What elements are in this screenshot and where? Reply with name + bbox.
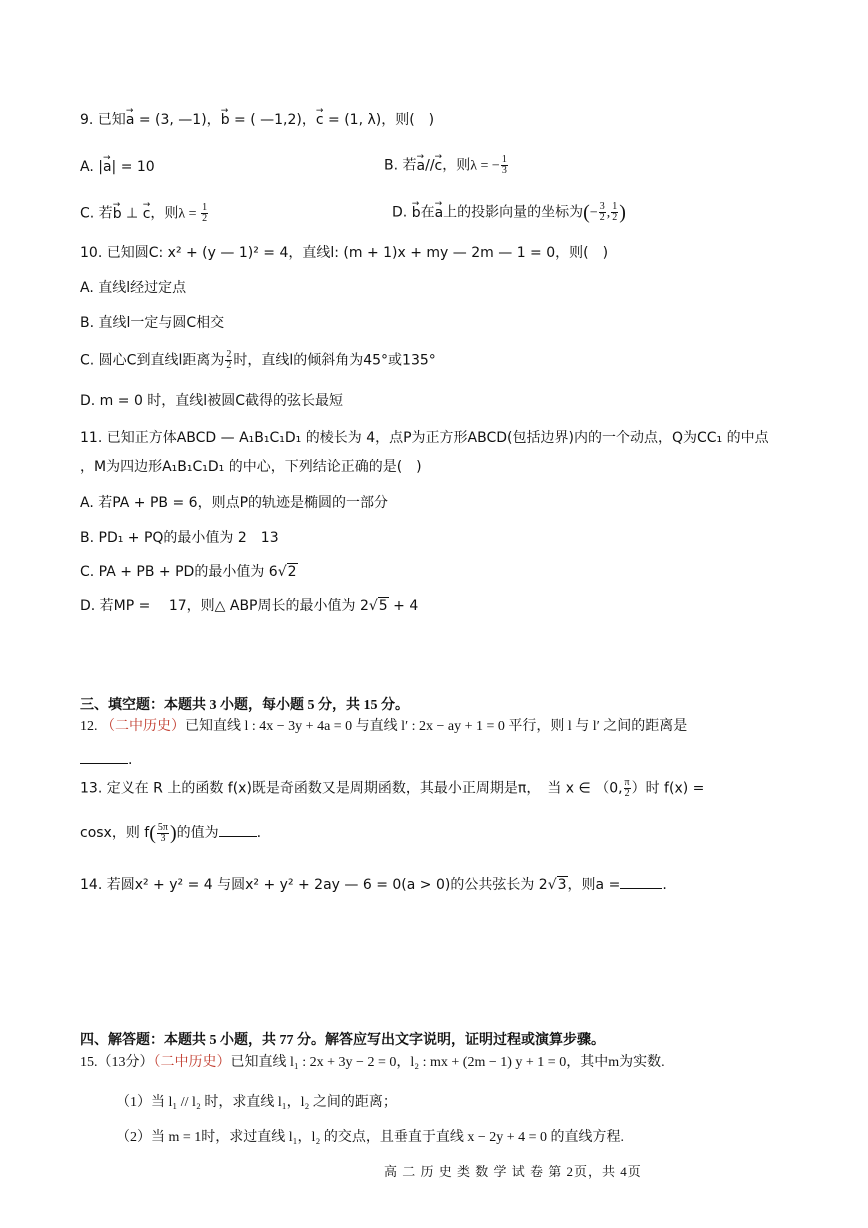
parallel-symbol: // <box>425 157 435 174</box>
q9-option-a-post: | = 10 <box>111 159 155 175</box>
answer-blank[interactable] <box>620 874 662 889</box>
q13-line1 <box>80 778 704 799</box>
q10-option-d: D. m = 0 时，直线l被圆C截得的弦长最短 <box>80 393 343 409</box>
q9-option-c <box>80 203 209 225</box>
vector-a: → a <box>435 203 444 223</box>
radicand: 2 <box>287 564 297 580</box>
radicand: 5 <box>378 598 388 614</box>
q14-text-pre: 14. 若圆x² + y² = 4 与圆x² + y² + 2ay — 6 = 0(a > 0)的公共弦长为 2 <box>80 877 548 893</box>
q9-option-a <box>80 157 155 177</box>
section-4-title: 四、解答题：本题共 5 小题，共 77 分。解答应写出文字说明，证明过程或演算步骤。 <box>80 1033 605 1048</box>
q10-option-a: A. 直线l经过定点 <box>80 280 187 296</box>
page-footer: 高 二 历 史 类 数 学 试 卷 第 2页，共 4页 <box>384 1164 642 1179</box>
q9-option-b-post: ，则λ = − <box>442 158 500 174</box>
q11-option-c-pre: C. PA + PB + PD的最小值为 6 <box>80 564 278 580</box>
q13-line1-pre: 13. 定义在 R 上的函数 f(x)既是奇函数又是周期函数，其最小正周期是π， 当 x ∈ （0, <box>80 780 623 797</box>
denominator: 3 <box>160 832 166 844</box>
q13-tail: . <box>256 825 262 841</box>
fraction <box>624 778 631 799</box>
fraction <box>501 155 508 176</box>
q15-number: 15.（13分） <box>80 1055 154 1070</box>
denominator: 2 <box>599 212 605 223</box>
q9-option-a-pre: A. | <box>80 159 103 175</box>
denominator: 2 <box>624 788 630 799</box>
right-paren: ) <box>169 822 177 844</box>
q15-text: 已知直线 l₁ : 2x + 3y − 2 = 0，l₂ : mx + (2m − 1) y + 1 = 0，其中m为实数. <box>230 1055 665 1070</box>
q9-stem-text: 9. 已知 <box>80 112 126 128</box>
denominator: 2 <box>202 213 208 224</box>
q13-line2-pre: cosx，则 f <box>80 825 150 841</box>
minus-sign: − <box>589 205 598 221</box>
q10-option-c <box>80 350 436 371</box>
answer-blank[interactable] <box>80 749 128 764</box>
answer-blank[interactable] <box>219 822 257 837</box>
q15-part-2: （2）当 m = 1时，求过直线 l₁，l₂ 的交点，且垂直于直线 x − 2y + 4 = 0 的直线方程. <box>116 1130 625 1145</box>
q14-stem <box>80 874 667 895</box>
perpendicular-symbol: ⊥ <box>121 205 143 222</box>
sqrt-sign: √ <box>368 598 378 614</box>
numerator: 3 <box>599 201 605 212</box>
vector-c: → c <box>435 156 443 176</box>
q11-option-d-post: + 4 <box>388 598 419 614</box>
numerator: 5π <box>157 821 168 833</box>
fraction <box>599 202 606 223</box>
vector-c: → c <box>316 110 324 130</box>
denominator: 3 <box>501 165 507 176</box>
q9-option-b-pre: B. 若 <box>384 157 417 174</box>
comma: , <box>606 205 611 221</box>
q12-stem <box>80 717 687 737</box>
fraction <box>225 350 232 371</box>
section-3-title: 三、填空题：本题共 3 小题，每小题 5 分，共 15 分。 <box>80 698 409 713</box>
q13-line1-post: ）时 f(x) = <box>631 780 705 797</box>
q12-text: 已知直线 l : 4x − 3y + 4a = 0 与直线 l′ : 2x − ay + 1 = 0 平行，则 l 与 l′ 之间的距离是 <box>185 719 688 734</box>
q15-part-1: （1）当 l₁ // l₂ 时，求直线 l₁，l₂ 之间的距离； <box>116 1095 397 1110</box>
q11-option-a: A. 若PA + PB = 6，则点P的轨迹是椭圆的一部分 <box>80 495 389 511</box>
q9-option-b <box>384 155 509 177</box>
vector-a: → a <box>126 110 135 130</box>
q11-option-d <box>80 596 418 616</box>
radicand: 3 <box>557 877 567 893</box>
numerator: π <box>624 777 630 788</box>
vector-a: → a <box>103 157 112 177</box>
q9-stem <box>80 110 434 130</box>
q10-stem: 10. 已知圆C: x² + (y — 1)² = 4，直线l: (m + 1)x + my — 2m — 1 = 0，则( ) <box>80 245 609 261</box>
q12-tail: . <box>128 752 133 768</box>
right-paren: ) <box>619 201 626 224</box>
numerator: 1 <box>202 202 208 213</box>
vector-c: → c <box>143 204 151 224</box>
fraction <box>201 203 208 224</box>
left-paren: ( <box>149 822 156 844</box>
vector-c-value: = (1, λ)，则( ) <box>323 112 435 128</box>
denominator: 2 <box>226 360 232 371</box>
q10-option-c-pre: C. 圆心C到直线l距离为 <box>80 352 225 369</box>
q14-text-post: ，则a = <box>567 877 621 893</box>
q13-line2-post: 的值为 <box>176 825 219 841</box>
q15-stem <box>80 1053 665 1073</box>
numerator: 1 <box>612 201 618 212</box>
vector-a-value: = (3, —1)， <box>134 112 221 128</box>
q12-number: 12. <box>80 719 101 734</box>
fraction <box>611 202 618 223</box>
q15-source-tag: （二中历史） <box>153 1055 231 1070</box>
q10-option-b: B. 直线l一定与圆C相交 <box>80 315 225 331</box>
vector-b: → b <box>221 110 230 130</box>
q10-option-c-post: 时，直线l的倾斜角为45°或135° <box>233 352 436 369</box>
q9-option-c-post: ，则λ = <box>150 206 201 222</box>
q11-option-b: B. PD₁ + PQ的最小值为 2 13 <box>80 530 279 546</box>
q9-option-d-post: 上的投影向量的坐标为 <box>443 204 584 221</box>
sqrt-sign: √ <box>277 564 287 580</box>
q13-line2 <box>80 822 261 844</box>
q9-option-c-pre: C. 若 <box>80 205 113 222</box>
left-paren: ( <box>583 201 590 224</box>
q11-option-d-pre: D. 若MP = 17，则△ ABP周长的最小值为 2 <box>80 598 369 614</box>
vector-b-value: = ( —1,2)， <box>229 112 316 128</box>
vector-a: → a <box>417 156 426 176</box>
q12-source-tag: （二中历史） <box>101 719 185 734</box>
q11-stem-line1: 11. 已知正方体ABCD — A₁B₁C₁D₁ 的棱长为 4，点P为正方形ABCD(包括边界)内的一个动点，Q为CC₁ 的中点 <box>80 430 769 446</box>
numerator: 1 <box>501 154 507 165</box>
numerator: 2 <box>226 349 232 360</box>
fraction <box>157 823 169 844</box>
q11-option-c <box>80 562 298 582</box>
q14-tail: . <box>662 877 667 893</box>
q9-option-d-mid: 在 <box>420 204 435 221</box>
q9-option-d-pre: D. <box>392 204 412 221</box>
q9-option-d <box>392 202 626 224</box>
vector-b: → b <box>113 204 122 224</box>
denominator: 2 <box>612 212 618 223</box>
q11-stem-line2: ，M为四边形A₁B₁C₁D₁ 的中心，下列结论正确的是( ) <box>80 459 422 475</box>
q12-answer-line <box>80 749 132 770</box>
sqrt-sign: √ <box>547 877 557 893</box>
vector-b: → b <box>412 203 421 223</box>
